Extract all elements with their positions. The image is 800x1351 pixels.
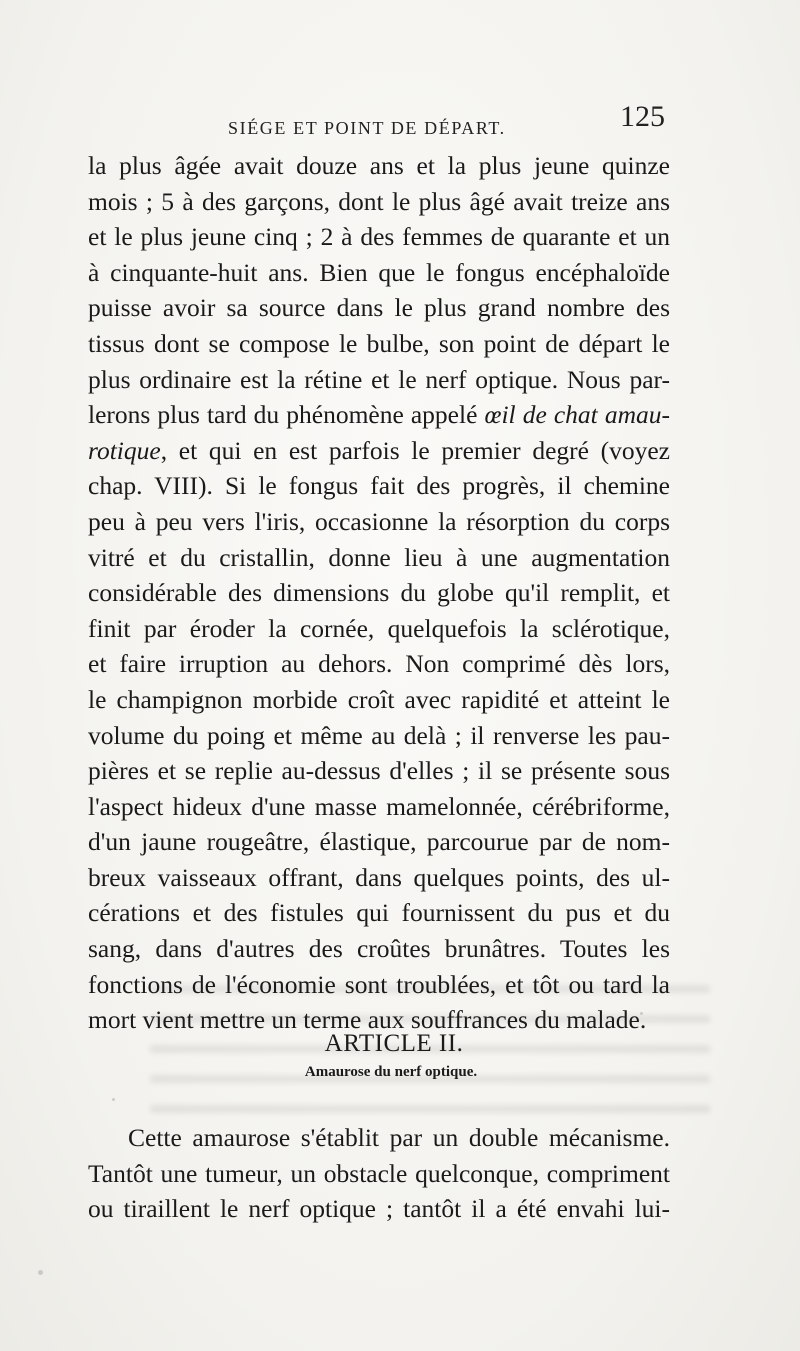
- text-line-with-italic: [88, 433, 670, 469]
- text-line: le champignon morbide croît avec rapidité et atteint le: [88, 684, 670, 714]
- text-line: ou tiraillent le nerf optique ; tantôt il a été envahi lui-: [88, 1194, 670, 1224]
- text-line: Cette amaurose s'établit par un double mécanisme.: [128, 1123, 670, 1152]
- text-segment: , et qui en est parfois le premier degré (voyez: [160, 435, 670, 465]
- article-subtitle: Amaurose du nerf optique.: [304, 1064, 478, 1080]
- text-line: mort vient mettre un terme aux souffrances du malade.: [88, 1005, 647, 1035]
- article-header: [0, 1030, 800, 1081]
- text-line: peu à peu vers l'iris, occasionne la résorption du corps: [88, 506, 670, 536]
- running-title: SIÉGE ET POINT DE DÉPART.: [228, 118, 506, 138]
- italic-phrase: œil de chat amau-: [484, 400, 670, 430]
- text-line: vitré et du cristallin, donne lieu à une augmentation: [88, 542, 670, 572]
- paper-speck: [640, 1012, 643, 1015]
- text-line: plus ordinaire est la rétine et le nerf optique. Nous par-: [88, 364, 670, 394]
- text-line: et le plus jeune cinq ; 2 à des femmes de quarante et un: [88, 222, 670, 252]
- text-line: tissus dont se compose le bulbe, son point de départ le: [88, 328, 670, 358]
- text-line: mois ; 5 à des garçons, dont le plus âgé avait treize ans: [88, 186, 670, 216]
- text-line: cérations et des fistules qui fournissent du pus et du: [88, 898, 670, 928]
- running-head: [0, 100, 800, 150]
- text-line: Tantôt une tumeur, un obstacle quelconque, compriment: [88, 1158, 670, 1188]
- text-line: breux vaisseaux offrant, dans quelques points, des ul-: [88, 862, 670, 892]
- page-number: 125: [620, 100, 665, 133]
- text-line: et faire irruption au dehors. Non comprimé dès lors,: [88, 649, 670, 679]
- italic-phrase-continued: rotique: [88, 435, 161, 465]
- paragraph-1: [88, 148, 670, 1038]
- text-line: la plus âgée avait douze ans et la plus jeune quinze: [88, 151, 670, 180]
- paper-speck: [112, 1098, 115, 1101]
- text-line-with-italic: [88, 397, 670, 433]
- text-line: d'un jaune rougeâtre, élastique, parcourue par de nom-: [88, 827, 670, 857]
- text-line: volume du poing et même au delà ; il renverse les pau-: [88, 720, 670, 750]
- text-line: puisse avoir sa source dans le plus grand nombre des: [88, 293, 670, 323]
- text-line: l'aspect hideux d'une masse mamelonnée, cérébriforme,: [88, 791, 670, 821]
- text-line: finit par éroder la cornée, quelquefois la sclérotique,: [88, 613, 670, 643]
- paragraph-2: [88, 1120, 670, 1227]
- text-line: fonctions de l'économie sont troublées, et tôt ou tard la: [88, 969, 670, 999]
- article-heading: ARTICLE II.: [324, 1030, 464, 1057]
- text-line: à cinquante-huit ans. Bien que le fongus encéphaloïde: [88, 257, 670, 287]
- paper-speck: [38, 1270, 43, 1275]
- text-line: considérable des dimensions du globe qu'il remplit, et: [88, 578, 670, 608]
- text-line: sang, dans d'autres des croûtes brunâtres. Toutes les: [88, 934, 670, 964]
- text-line: pières et se replie au-dessus d'elles ; il se présente sous: [88, 756, 670, 786]
- text-line: chap. VIII). Si le fongus fait des progrès, il chemine: [88, 471, 670, 501]
- text-segment: lerons plus tard du phénomène appelé: [88, 400, 485, 430]
